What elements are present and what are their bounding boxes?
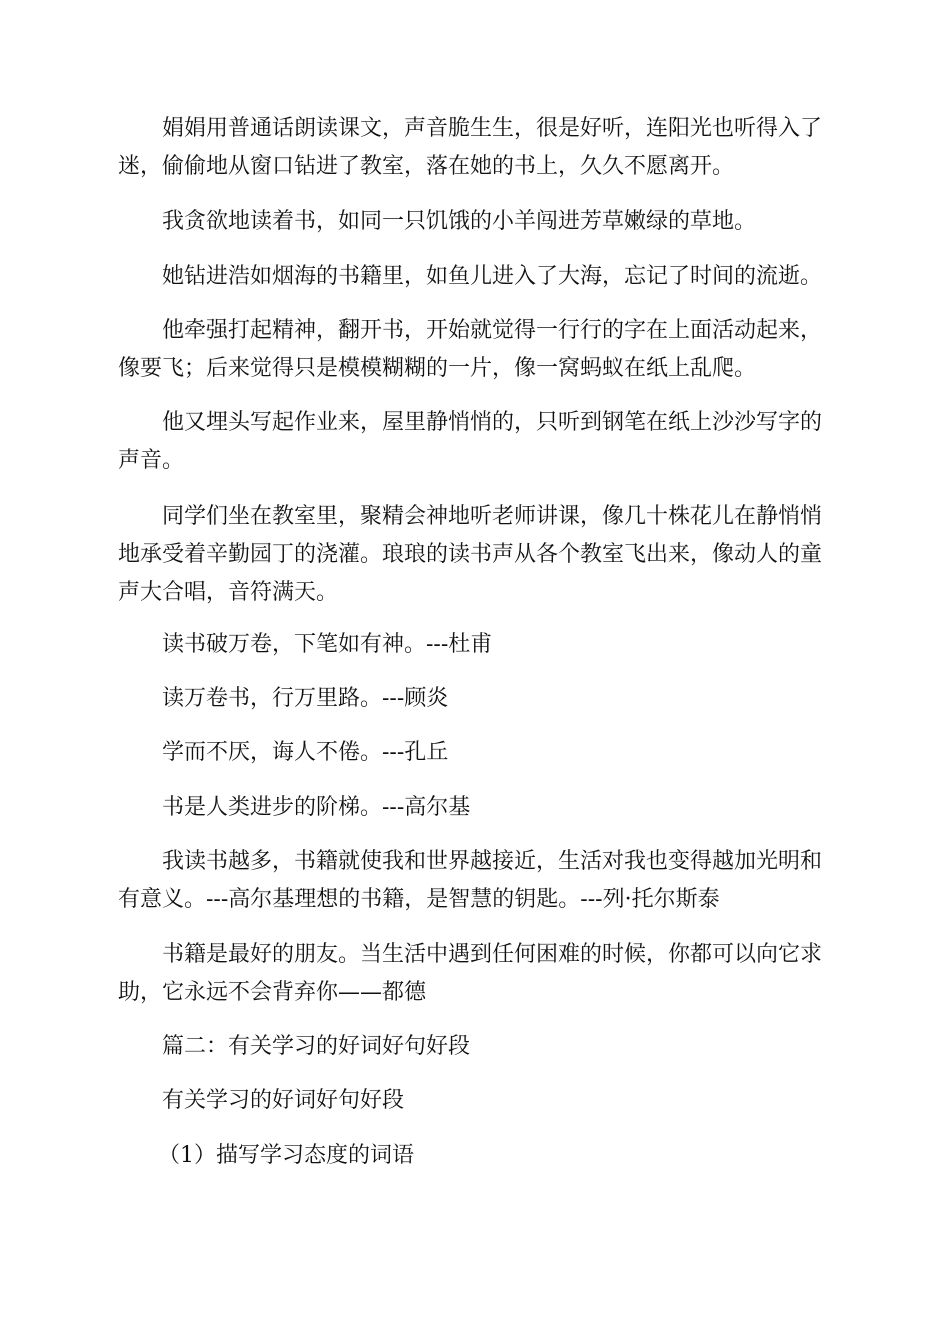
paragraph-classroom: 同学们坐在教室里，聚精会神地听老师讲课，像几十株花儿在静悄悄地承受着辛勤园丁的浇灌。琅琅的读书声从各个教室飞出来，像动人的童声大合唱，音符满天。 (118, 504, 823, 605)
quote-gu-yan: 读万卷书，行万里路。---顾炎 (162, 686, 449, 711)
paragraph-sea-of-books: 她钻进浩如烟海的书籍里，如鱼儿进入了大海，忘记了时间的流逝。 (162, 264, 823, 289)
paragraph-blurry-text: 他牵强打起精神，翻开书，开始就觉得一行行的字在上面活动起来，像要飞；后来觉得只是模模糊糊的一片，像一窝蚂蚁在纸上乱爬。 (118, 318, 823, 381)
quote-kong-qiu: 学而不厌，诲人不倦。---孔丘 (162, 740, 449, 765)
paragraph-homework: 他又埋头写起作业来，屋里静悄悄的，只听到钢笔在纸上沙沙写字的声音。 (118, 410, 823, 473)
quote-du-fu: 读书破万卷，下笔如有神。---杜甫 (162, 632, 493, 657)
paragraph-greedy-reading: 我贪欲地读着书，如同一只饥饿的小羊闯进芳草嫩绿的草地。 (162, 209, 757, 234)
quote-daudet: 书籍是最好的朋友。当生活中遇到任何困难的时候，你都可以向它求助，它永远不会背弃你——都德 (118, 942, 823, 1005)
quote-gorky-tolstoy: 我读书越多，书籍就使我和世界越接近，生活对我也变得越加光明和有意义。---高尔基理想的书籍，是智慧的钥匙。---列·托尔斯泰 (118, 849, 823, 912)
section-subheading: 有关学习的好词好句好段 (162, 1088, 405, 1113)
quote-gorky-ladder: 书是人类进步的阶梯。---高尔基 (162, 795, 471, 820)
section-heading-part-two: 篇二：有关学习的好词好句好段 (162, 1034, 471, 1059)
list-item-heading-1: （1）描写学习态度的词语 (158, 1143, 414, 1168)
paragraph-reading-aloud: 娟娟用普通话朗读课文，声音脆生生，很是好听，连阳光也听得入了迷，偷偷地从窗口钻进了教室，落在她的书上，久久不愿离开。 (118, 116, 823, 179)
